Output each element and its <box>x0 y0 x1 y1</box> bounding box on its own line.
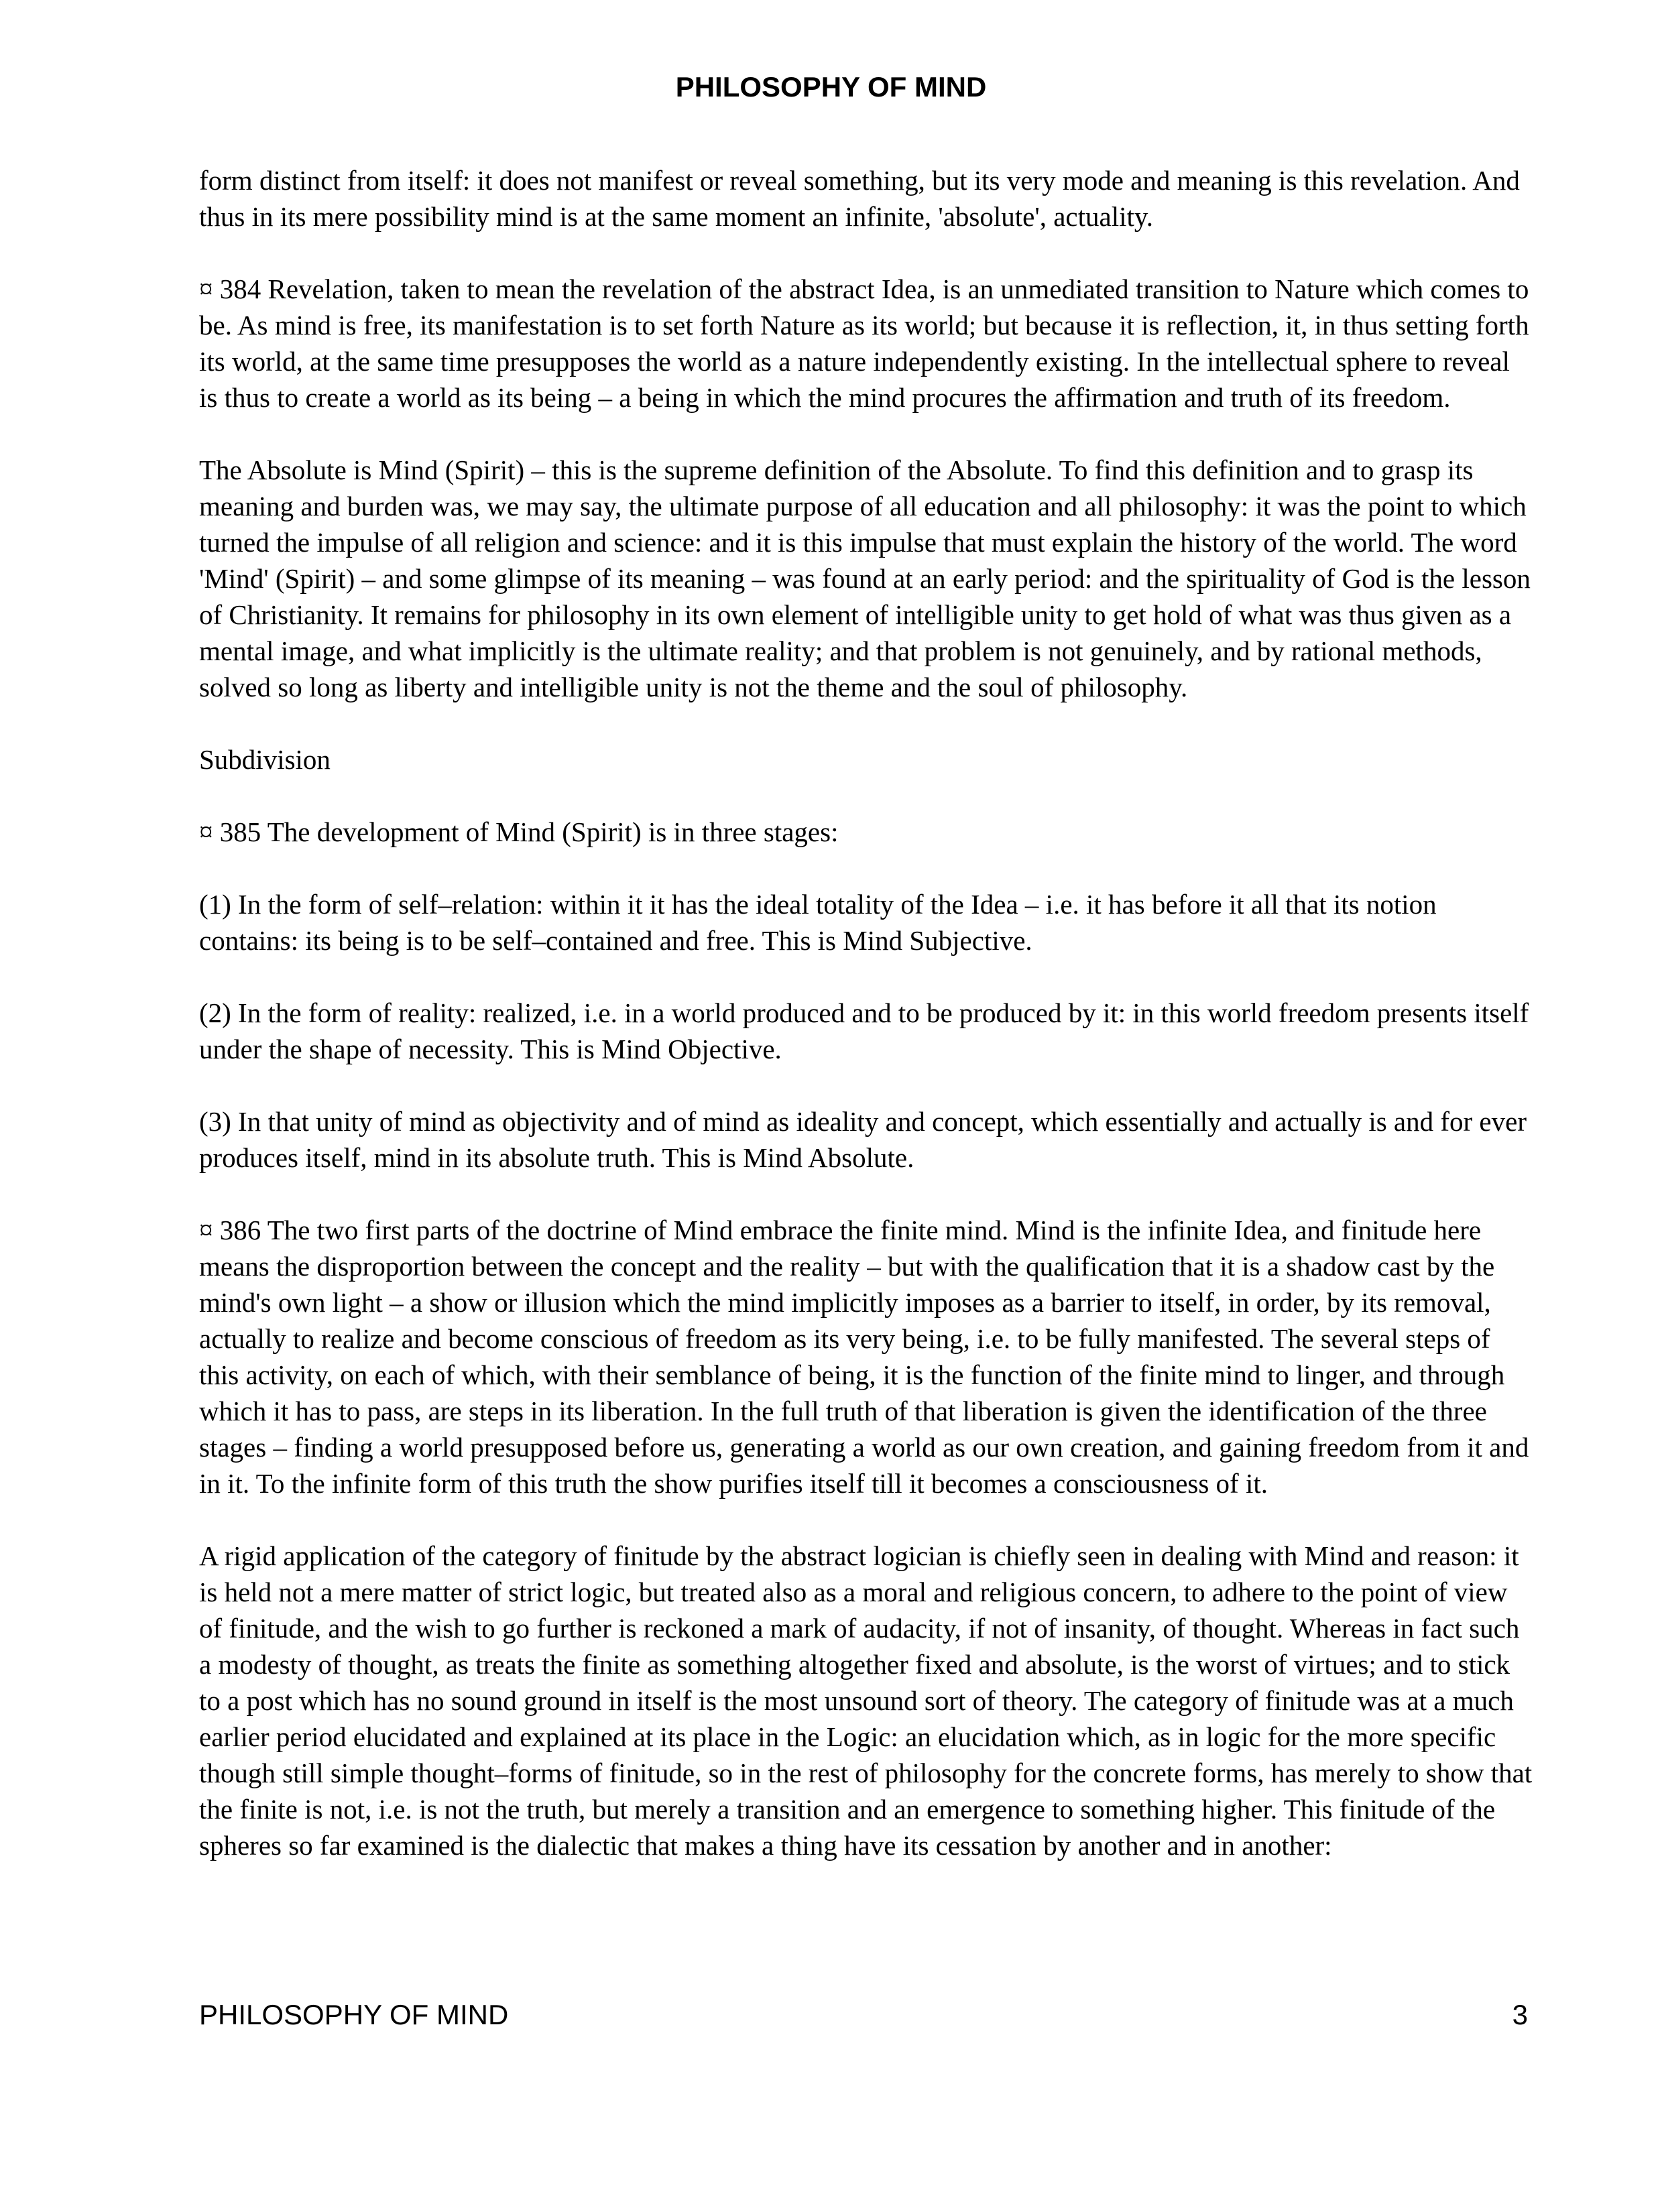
paragraph-continuation: form distinct from itself: it does not manifest or reveal something, but its very mode and meaning is this revelation. And thus in its mere possibility mind is at the same moment an infinite, 'absolute', actuality. <box>199 165 1520 232</box>
paragraph-section-384: ¤ 384 Revelation, taken to mean the revelation of the abstract Idea, is an unmediated transition to Nature which comes to be. As mind is free, its manifestation is to set forth Nature as its world; but because it is reflection, it, in thus setting forth its world, at the same time presupposes the world as a nature independently existing. In the intellectual sphere to reveal is thus to create a world as its being – a being in which the mind procures the affirmation and truth of its freedom. <box>199 273 1529 413</box>
paragraph-stage-3: (3) In that unity of mind as objectivity and of mind as ideality and concept, which essentially and actually is and for ever produces itself, mind in its absolute truth. This is Mind Absolute. <box>199 1106 1527 1173</box>
paragraph-section-386: ¤ 386 The two first parts of the doctrine of Mind embrace the finite mind. Mind is the infinite Idea, and finitude here means the disproportion between the concept and the reality – but with the qualification that it is a shadow cast by the mind's own light – a show or illusion which the mind implicitly imposes as a barrier to itself, in order, by its removal, actually to realize and become conscious of freedom as its very being, i.e. to be fully manifested. The several steps of this activity, on each of which, with their semblance of being, it is the function of the finite mind to linger, and through which it has to pass, are steps in its liberation. In the full truth of that liberation is given the identification of the three stages – finding a world presupposed before us, generating a world as our own creation, and gaining freedom from it and in it. To the infinite form of this truth the show purifies itself till it becomes a consciousness of it. <box>199 1215 1529 1499</box>
paragraph-absolute-is-mind: The Absolute is Mind (Spirit) – this is the supreme definition of the Absolute. To find this definition and to grasp its meaning and burden was, we may say, the ultimate purpose of all education and all philosophy: it was the point to which turned the impulse of all religion and science: and it is this impulse that must explain the history of the world. The word 'Mind' (Spirit) – and some glimpse of its meaning – was found at an early period: and the spirituality of God is the lesson of Christianity. It remains for philosophy in its own element of intelligible unity to get hold of what was thus given as a mental image, and what implicitly is the ultimate reality; and that problem is not genuinely, and by rational methods, solved so long as liberty and intelligible unity is not the theme and the soul of philosophy. <box>199 454 1531 702</box>
subheading-subdivision: Subdivision <box>199 744 331 775</box>
footer-title: PHILOSOPHY OF MIND <box>199 1999 509 2030</box>
paragraph-section-385: ¤ 385 The development of Mind (Spirit) is in three stages: <box>199 816 839 847</box>
paragraph-finitude: A rigid application of the category of finitude by the abstract logician is chiefly seen in dealing with Mind and reason: it is held not a mere matter of strict logic, but treated also as a moral and religious concern, to adhere to the point of view of finitude, and the wish to go further is reckoned a mark of audacity, if not of insanity, of thought. Whereas in fact such a modesty of thought, as treats the finite as something altogether fixed and absolute, is the worst of virtues; and to stick to a post which has no sound ground in itself is the most unsound sort of theory. The category of finitude was at a much earlier period elucidated and explained at its place in the Logic: an elucidation which, as in logic for the more specific though still simple thought–forms of finitude, so in the rest of philosophy for the concrete forms, has merely to show that the finite is not, i.e. is not the truth, but merely a transition and an emergence to something higher. This finitude of the spheres so far examined is the dialectic that makes a thing have its cessation by another and in another: <box>199 1540 1533 1861</box>
page-number: 3 <box>1512 1999 1528 2030</box>
body-text <box>199 162 1533 1863</box>
running-header: PHILOSOPHY OF MIND <box>675 71 987 103</box>
paragraph-stage-2: (2) In the form of reality: realized, i.e. in a world produced and to be produced by it: in this world freedom presents itself under the shape of necessity. This is Mind Objective. <box>199 997 1529 1064</box>
paragraph-stage-1: (1) In the form of self–relation: within it it has the ideal totality of the Idea – i.e. it has before it all that its notion contains: its being is to be self–contained and free. This is Mind Subjective. <box>199 889 1437 956</box>
